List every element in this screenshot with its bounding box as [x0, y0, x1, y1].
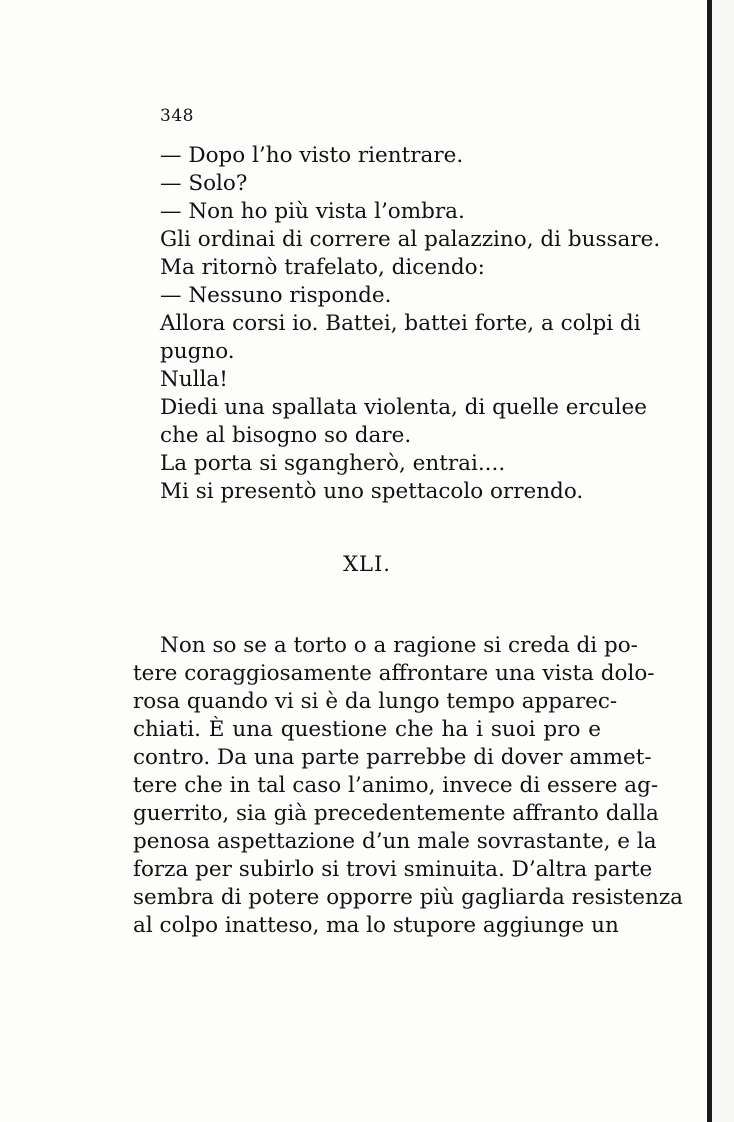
text-line: rosa quando vi si è da lungo tempo apparec-: [133, 689, 618, 714]
chapter-heading: XLI.: [343, 552, 391, 576]
text-line: Ma ritornò trafelato, dicendo:: [160, 255, 485, 280]
text-line: Mi si presentò uno spettacolo orrendo.: [160, 479, 584, 504]
text-line: chiati. È una questione che ha i suoi pro e: [133, 717, 601, 742]
text-line: — Nessuno risponde.: [160, 283, 392, 308]
text-line: Gli ordinai di correre al palazzino, di bussare.: [160, 227, 661, 252]
text-line: Allora corsi io. Battei, battei forte, a colpi di: [160, 311, 641, 336]
text-line: che al bisogno so dare.: [160, 423, 412, 448]
text-line: al colpo inatteso, ma lo stupore aggiunge un: [133, 913, 619, 938]
text-line: penosa aspettazione d’un male sovrastante, e la: [133, 829, 657, 854]
text-line: — Non ho più vista l’ombra.: [160, 199, 465, 224]
text-line: guerrito, sia già precedentemente affranto dalla: [133, 801, 659, 826]
text-line: Diedi una spallata violenta, di quelle erculee: [160, 395, 648, 420]
text-line: tere che in tal caso l’animo, invece di essere ag-: [133, 773, 659, 798]
page-number: 348: [160, 106, 194, 126]
text-line: — Solo?: [160, 171, 248, 196]
text-line: Non so se a torto o a ragione si creda di po-: [160, 633, 638, 658]
text-line: La porta si sgangherò, entrai....: [160, 451, 506, 476]
text-line: sembra di potere opporre più gagliarda resistenza: [133, 885, 683, 910]
text-line: Nulla!: [160, 367, 228, 392]
text-line: pugno.: [160, 339, 235, 364]
text-line: forza per subirlo si trovi sminuita. D’altra parte: [133, 857, 653, 882]
text-line: tere coraggiosamente affrontare una vista dolo-: [133, 661, 655, 686]
text-line: contro. Da una parte parrebbe di dover ammet-: [133, 745, 652, 770]
text-line: — Dopo l’ho visto rientrare.: [160, 143, 464, 168]
